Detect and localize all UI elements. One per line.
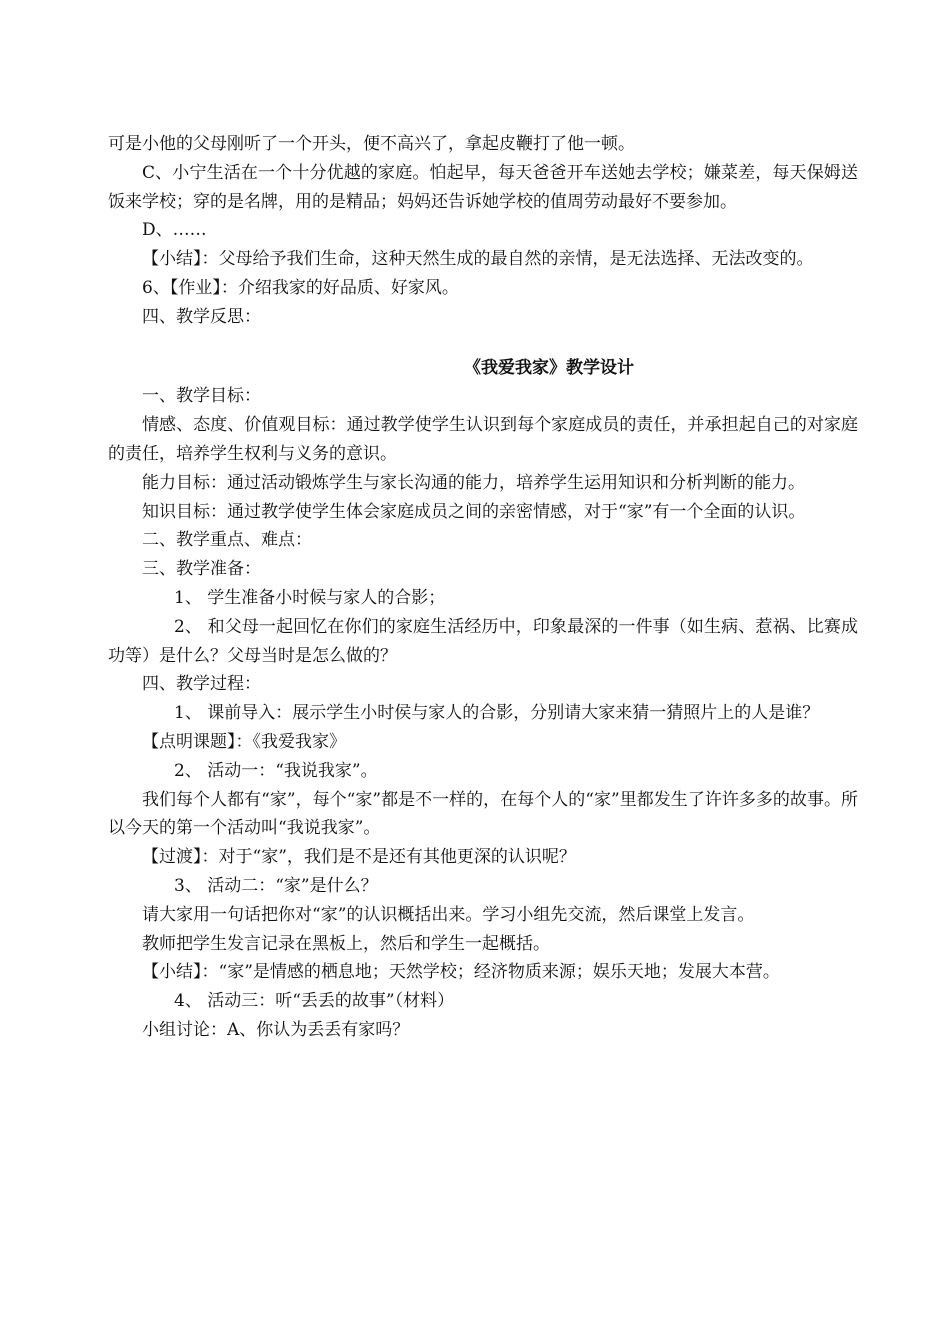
paragraph: D、……	[142, 220, 207, 241]
section-heading: 三、教学准备：	[142, 559, 261, 580]
section-heading: 四、教学反思：	[142, 306, 261, 327]
list-item: 2、 活动一：“我说我家”。	[174, 760, 378, 781]
paragraph: 可是小他的父母刚听了一个开头，便不高兴了，拿起皮鞭打了他一顿。	[108, 134, 635, 154]
homework-paragraph: 6、【作业】：介绍我家的好品质、好家风。	[142, 277, 459, 298]
paragraph: 小组讨论：A、你认为丢丢有家吗？	[142, 1019, 410, 1040]
list-item: 4、 活动三：听“丢丢的故事”（材料）	[174, 991, 455, 1012]
paragraph: 能力目标：通过活动锻炼学生与家长沟通的能力，培养学生运用知识和分析判断的能力。	[142, 472, 805, 493]
summary-paragraph: 【小结】：父母给予我们生命，这种天然生成的最自然的亲情，是无法选择、无法改变的。	[142, 249, 814, 270]
list-item: 1、 学生准备小时候与家人的合影；	[174, 587, 446, 608]
paragraph: 请大家用一句话把你对“家”的认识概括出来。学习小组先交流，然后课堂上发言。	[142, 904, 755, 925]
summary-paragraph: 【小结】：“家”是情感的栖息地；天然学校；经济物质来源；娱乐天地；发展大本营。	[142, 962, 780, 983]
section-heading: 四、教学过程：	[142, 674, 261, 695]
document-body	[108, 130, 858, 1045]
paragraph: 【点明课题】：《我爱我家》	[142, 731, 346, 752]
paragraph: 教师把学生发言记录在黑板上，然后和学生一起概括。	[142, 933, 550, 954]
spacer	[108, 332, 858, 343]
list-item: 3、 活动二：“家”是什么？	[174, 875, 378, 896]
paragraph: C、小宁生活在一个十分优越的家庭。怕起早，每天爸爸开车送她去学校；嫌菜差，每天保姆送饭来学校；穿的是名牌，用的是精品；妈妈还告诉她学校的值周劳动最好不要参加。	[108, 162, 858, 212]
document-title: 《我爱我家》教学设计	[464, 357, 634, 378]
paragraph: 知识目标：通过教学使学生体会家庭成员之间的亲密情感，对于“家”有一个全面的认识。	[142, 501, 806, 522]
paragraph: 情感、态度、价值观目标：通过教学使学生认识到每个家庭成员的责任，并承担起自己的对家庭的责任，培养学生权利与义务的意识。	[108, 415, 858, 464]
paragraph: 我们每个人都有“家”，每个“家”都是不一样的，在每个人的“家”里都发生了许许多多的故事。所以今天的第一个活动叫“我说我家”。	[108, 789, 858, 839]
section-heading: 一、教学目标：	[142, 386, 261, 407]
list-item: 2、 和父母一起回忆在你们的家庭生活经历中，印象最深的一件事（如生病、惹祸、比赛成功等）是什么？父母当时是怎么做的？	[108, 616, 858, 666]
paragraph: 【过渡】：对于“家”，我们是不是还有其他更深的认识呢？	[142, 847, 576, 868]
list-item: 1、 课前导入：展示学生小时侯与家人的合影，分别请大家来猜一猜照片上的人是谁？	[174, 703, 820, 724]
section-heading: 二、教学重点、难点：	[142, 530, 312, 551]
